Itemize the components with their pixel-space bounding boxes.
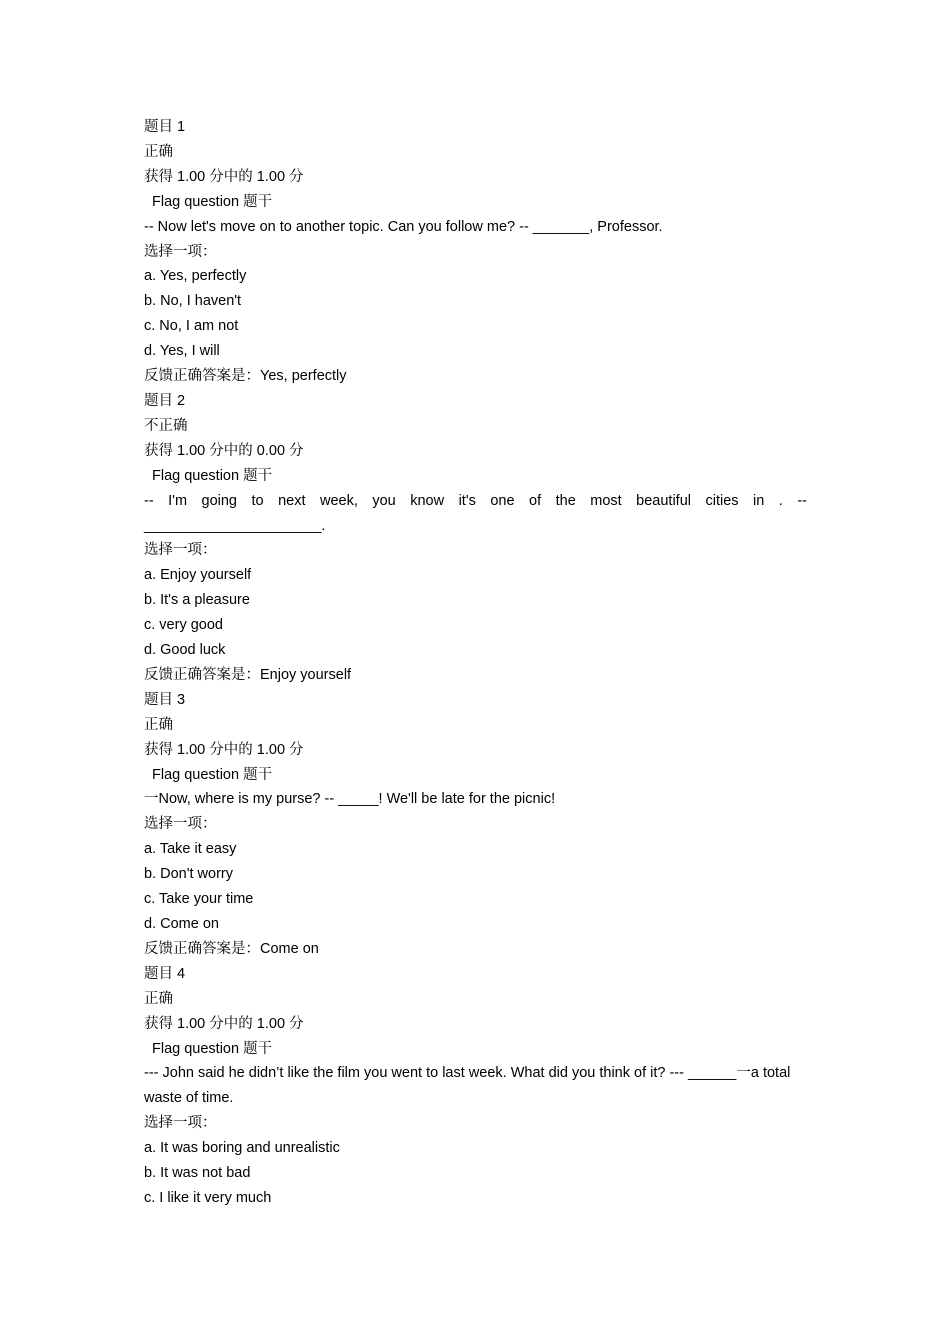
option-a: a. Take it easy <box>144 841 237 858</box>
option-a: a. It was boring and unrealistic <box>144 1140 340 1157</box>
choose-one-prompt: 选择一项： <box>144 542 217 559</box>
flag-question-label: Flag question 题干 <box>152 193 273 210</box>
option-a: a. Enjoy yourself <box>144 567 252 584</box>
question-3 <box>144 688 807 962</box>
option-c: c. very good <box>144 617 223 634</box>
question-status: 正确 <box>144 143 173 160</box>
question-score: 获得 1.00 分中的 1.00 分 <box>144 1015 304 1032</box>
question-number: 题目 3 <box>144 691 186 708</box>
document-page <box>144 115 807 1211</box>
question-status: 正确 <box>144 990 173 1007</box>
question-number: 题目 1 <box>144 119 186 135</box>
question-4 <box>144 962 807 1211</box>
option-d: d. Come on <box>144 916 219 932</box>
option-c: c. Take your time <box>144 891 254 908</box>
flag-question-label: Flag question 题干 <box>152 766 273 783</box>
question-stem: 一Now, where is my purse? -- _____! We'll be late for the picnic! <box>144 791 556 808</box>
question-number: 题目 4 <box>144 965 186 982</box>
question-score: 获得 1.00 分中的 1.00 分 <box>144 741 304 758</box>
question-number: 题目 2 <box>144 392 186 409</box>
option-c: c. I like it very much <box>144 1189 272 1206</box>
question-stem: --- John said he didn’t like the film you went to last week. What did you think of it? --- ______一a total waste of time. <box>144 1065 791 1107</box>
question-status: 不正确 <box>144 417 188 434</box>
option-b: b. Don't worry <box>144 866 233 883</box>
feedback-answer: 反馈正确答案是：Enjoy yourself <box>144 666 352 683</box>
choose-one-prompt: 选择一项： <box>144 1115 217 1132</box>
question-score: 获得 1.00 分中的 0.00 分 <box>144 442 304 459</box>
feedback-answer: 反馈正确答案是：Yes, perfectly <box>144 368 347 385</box>
choose-one-prompt: 选择一项： <box>144 243 217 260</box>
option-d: d. Yes, I will <box>144 343 220 360</box>
option-d: d. Good luck <box>144 642 226 659</box>
choose-one-prompt: 选择一项： <box>144 816 217 833</box>
flag-question-label: Flag question 题干 <box>152 467 273 484</box>
option-c: c. No, I am not <box>144 318 239 335</box>
flag-question-label: Flag question 题干 <box>152 1040 273 1057</box>
option-b: b. It's a pleasure <box>144 592 250 609</box>
option-b: b. It was not bad <box>144 1165 251 1182</box>
question-stem: -- I'm going to next week, you know it's one of the most beautiful cities in . -- ______________________. <box>144 492 807 534</box>
question-1 <box>144 115 807 389</box>
feedback-answer: 反馈正确答案是：Come on <box>144 940 319 957</box>
question-status: 正确 <box>144 716 173 733</box>
question-2 <box>144 389 807 688</box>
option-a: a. Yes, perfectly <box>144 268 247 285</box>
option-b: b. No, I haven't <box>144 293 242 310</box>
question-score: 获得 1.00 分中的 1.00 分 <box>144 168 304 185</box>
question-stem: -- Now let's move on to another topic. Can you follow me? -- _______, Professor. <box>144 218 663 235</box>
